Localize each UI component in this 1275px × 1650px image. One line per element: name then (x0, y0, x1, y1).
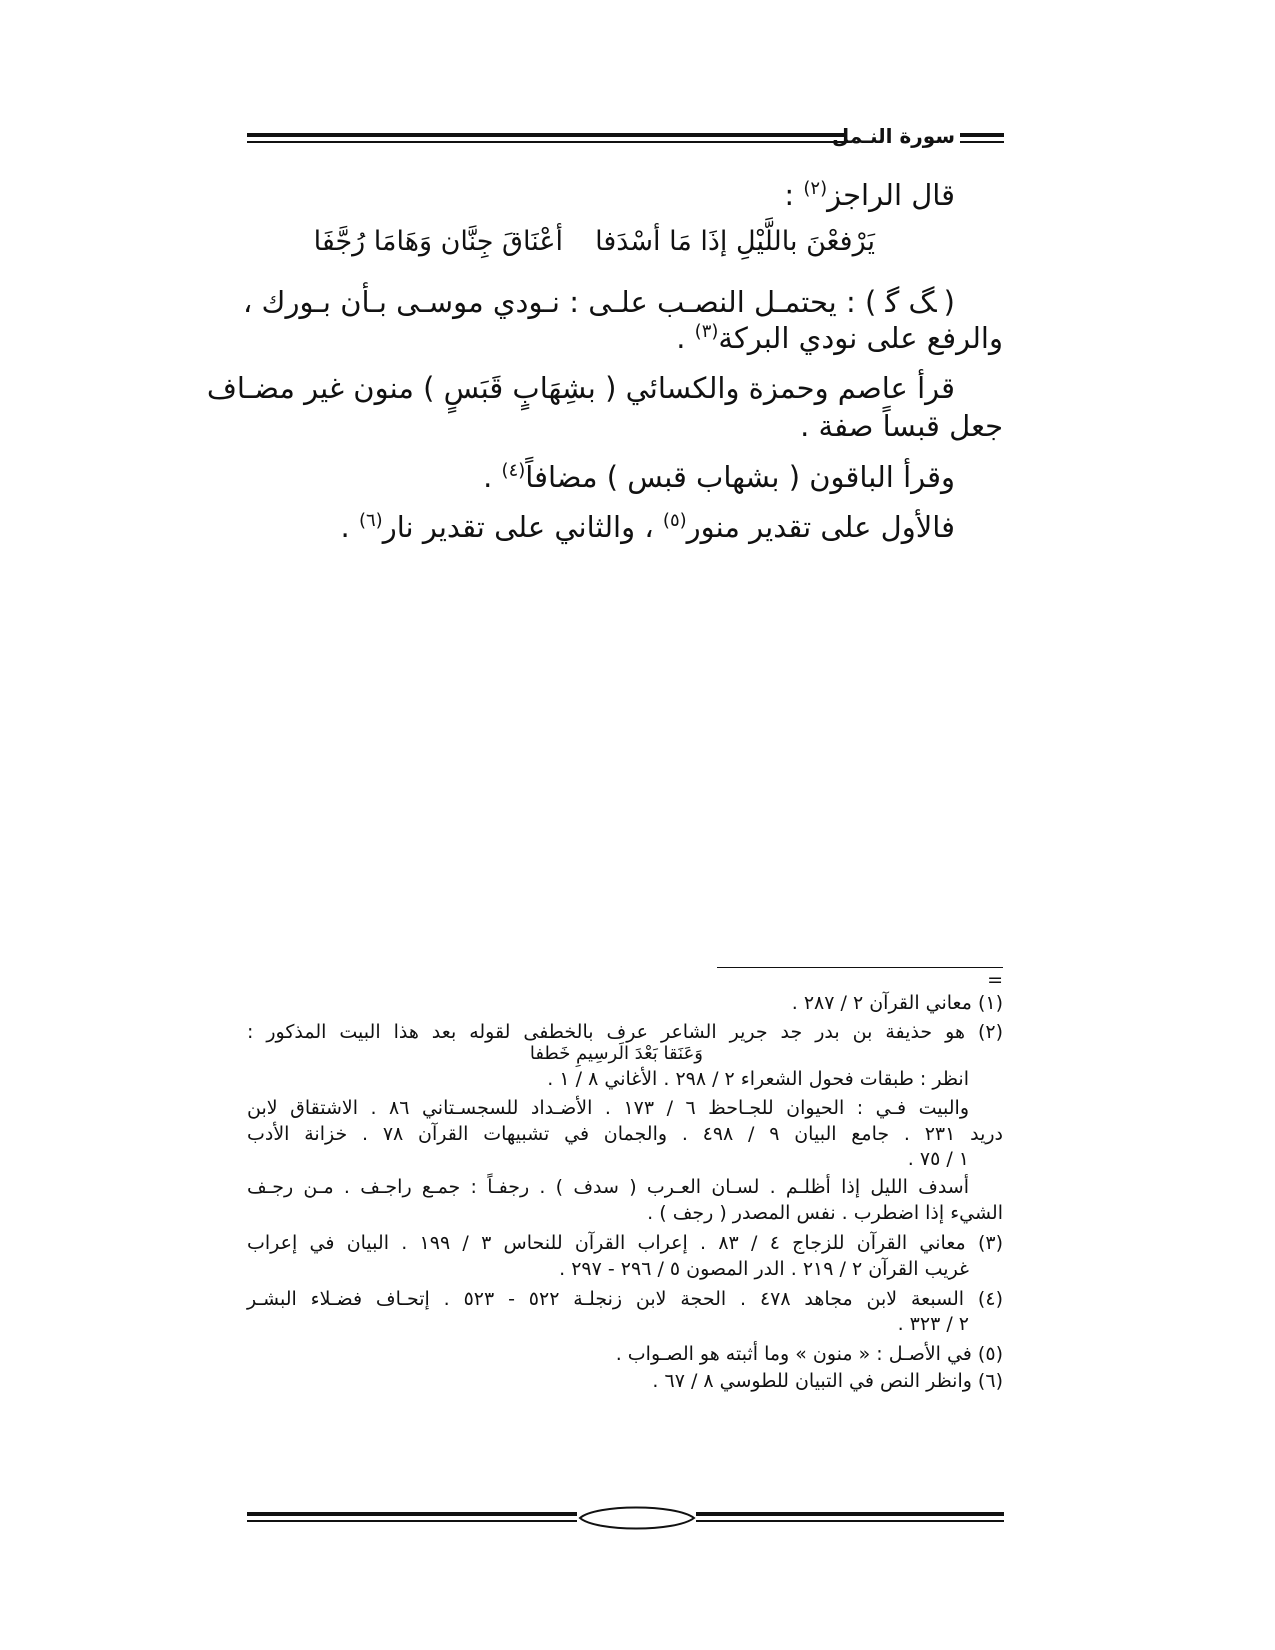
footnote-ref-3: (٣) (694, 321, 719, 342)
footer-rule-left (247, 1512, 577, 1522)
footnote-2-line-3: والبيت فـي : الحيوان للجـاحظ ٦ / ١٧٣ . الأضـداد للسجسـتاني ٨٦ . الاشتقاق لابن (247, 1097, 970, 1119)
analysis-2-end: . (676, 321, 695, 355)
footer-rule-right (696, 1512, 1004, 1522)
footnote-2-line-2: انظر : طبقات فحول الشعراء ٢ / ٢٩٨ . الأغاني ٨ / ١ . (547, 1068, 969, 1090)
reading-3-end: . (483, 460, 502, 494)
footnote-1: (١) معاني القرآن ٢ / ٢٨٧ . (791, 992, 1003, 1014)
footnote-ref-6: (٦) (358, 510, 383, 531)
line-reading-1: قرأ عاصم وحمزة والكسائي ( بشِهَابٍ قَبَسٍ ) منون غير مضـاف (206, 371, 955, 405)
footnote-ref-5: (٥) (662, 510, 687, 531)
footnote-3-line-1: (٣) معاني القرآن للزجاج ٤ / ٨٣ . إعراب القرآن للنحاس ٣ / ١٩٩ . البيان في إعراب (247, 1232, 1003, 1254)
reading-3-text: وقرأ الباقون ( بشهاب قبس ) مضافاً (525, 460, 955, 494)
footnote-4-line-1: (٤) السبعة لابن مجاهد ٤٧٨ . الحجة لابن زنجلـة ٥٢٢ - ٥٢٣ . إتحـاف فضـلاء البشـر (247, 1288, 1003, 1310)
footnote-ref-2: (٢) (803, 178, 828, 199)
reading-4-text-a: فالأول على تقدير منور (686, 510, 955, 544)
footnote-4-line-2: ٢ / ٣٢٣ . (897, 1313, 969, 1335)
footnote-2-verse: وَعَنَقا بَعْدَ الَرسِيمِ خَطفا (529, 1043, 703, 1064)
footnote-5: (٥) في الأصـل : « منون » وما أثبته هو الصـواب . (615, 1343, 1003, 1365)
running-header-title: سورة النـمل (831, 124, 955, 148)
verse-first-hemistich: يَرْفعْنَ باللَّيْلِ إذَا مَا أسْدَفا (595, 226, 875, 257)
footnote-2-line-5: ١ / ٧٥ . (907, 1148, 969, 1170)
footnote-6: (٦) وانظر النص في التبيان للطوسي ٨ / ٦٧ . (652, 1370, 1003, 1392)
footnote-ref-4: (٤) (501, 460, 526, 481)
footnotes (206, 0, 1004, 1500)
line-analysis-1: ( ﮓ ﮔ ) : يحتمـل النصـب علـى : نـودي موسـى بـأن بـورك ، (242, 285, 955, 319)
footnote-2-line-1: (٢) هو حذيفة بن بدر جد جرير الشاعر عرف بالخطفى لقوله بعد هذا البيت المذكور : (247, 1021, 1003, 1043)
footnote-2-line-7: الشيء إذا اضطرب . نفس المصدر ( رجف ) . (647, 1202, 1003, 1224)
verse-second-hemistich: أعْنَاقَ جِنَّان وَهَامَا رُجَّفَا (313, 226, 563, 257)
footnote-continuation-mark: = (987, 969, 1003, 991)
poet-intro-end: : (784, 178, 804, 212)
footnote-2-line-4: دريد ٢٣١ . جامع البيان ٩ / ٤٩٨ . والجمان في تشبيهات القرآن ٧٨ . خزانة الأدب (247, 1123, 1004, 1145)
line-reading-2: جعل قبساً صفة . (800, 409, 1003, 443)
footnote-3-line-2: غريب القرآن ٢ / ٢١٩ . الدر المصون ٥ / ٢٩٦ - ٢٩٧ . (559, 1258, 969, 1280)
reading-4-text-b: ، والثاني على تقدير نار (382, 510, 663, 544)
footnote-2-line-6: أسدف الليل إذا أظلـم . لسـان العـرب ( سدف ) . رجفـاً : جمـع راجـف . مـن رجـف (247, 1176, 969, 1198)
reading-4-end: . (340, 510, 359, 544)
analysis-2-text: والرفع على نودي البركة (718, 321, 1003, 355)
poet-intro-text: قال الراجز (827, 178, 955, 212)
footer-page-oval (576, 1502, 698, 1534)
